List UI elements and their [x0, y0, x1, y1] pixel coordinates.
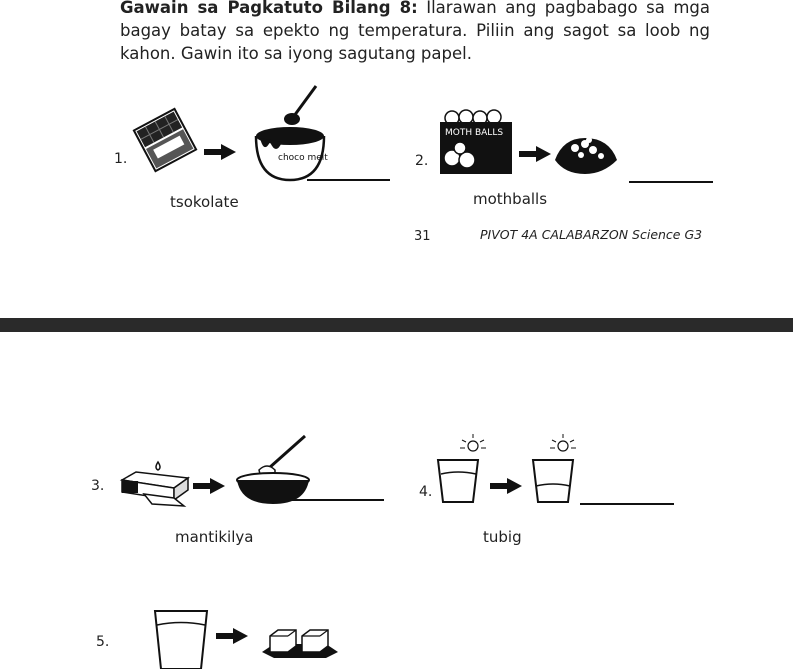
instruction-text: Ilarawan ang pagbabago sa mga bagay batay sa epekto ng temperatura. Piliin ang sagot sa loob ng kahon. Gawin ito sa iyong sagutang papel.	[120, 0, 711, 63]
arrow-right-icon	[490, 478, 522, 494]
glass-water-icon	[153, 609, 209, 669]
answer-blank-2[interactable]	[629, 181, 713, 183]
item-4-number: 4.	[419, 484, 433, 500]
arrow-right-icon	[519, 146, 551, 162]
instruction-paragraph	[120, 0, 710, 65]
answer-blank-1[interactable]	[307, 179, 390, 181]
arrow-right-icon	[204, 144, 236, 160]
ice-cubes-icon	[262, 628, 338, 658]
sun-icon	[548, 432, 578, 456]
item-3-label: mantikilya	[175, 528, 254, 546]
answer-blank-4[interactable]	[580, 503, 674, 505]
arrow-right-icon	[193, 478, 225, 494]
item-2-number: 2.	[415, 153, 429, 169]
melted-chocolate-can-icon	[254, 84, 326, 184]
butter-icon	[118, 456, 192, 508]
can-label-text: choco melt	[278, 153, 328, 163]
item-1-label: tsokolate	[170, 193, 239, 211]
glass-water-icon	[531, 458, 575, 504]
item-5-number: 5.	[96, 634, 110, 650]
item-4-label: tubig	[483, 528, 522, 546]
chocolate-bar-icon	[130, 105, 200, 175]
instruction-heading: Gawain sa Pagkatuto Bilang 8:	[120, 0, 418, 17]
mothballs-pile-icon	[553, 130, 619, 176]
melted-butter-bowl-icon	[235, 434, 311, 506]
page-number: 31	[414, 229, 431, 244]
box-label-text: MOTH BALLS	[445, 128, 504, 138]
sun-icon	[458, 432, 488, 456]
item-3-number: 3.	[91, 478, 105, 494]
item-2-label: mothballs	[473, 190, 548, 208]
glass-water-icon	[436, 458, 480, 504]
item-1-number: 1.	[114, 151, 128, 167]
mothballs-box-icon	[440, 110, 514, 176]
answer-blank-3[interactable]	[292, 499, 384, 501]
arrow-right-icon	[216, 628, 248, 644]
page-divider	[0, 318, 793, 332]
footer-title: PIVOT 4A CALABARZON Science G3	[480, 227, 703, 242]
